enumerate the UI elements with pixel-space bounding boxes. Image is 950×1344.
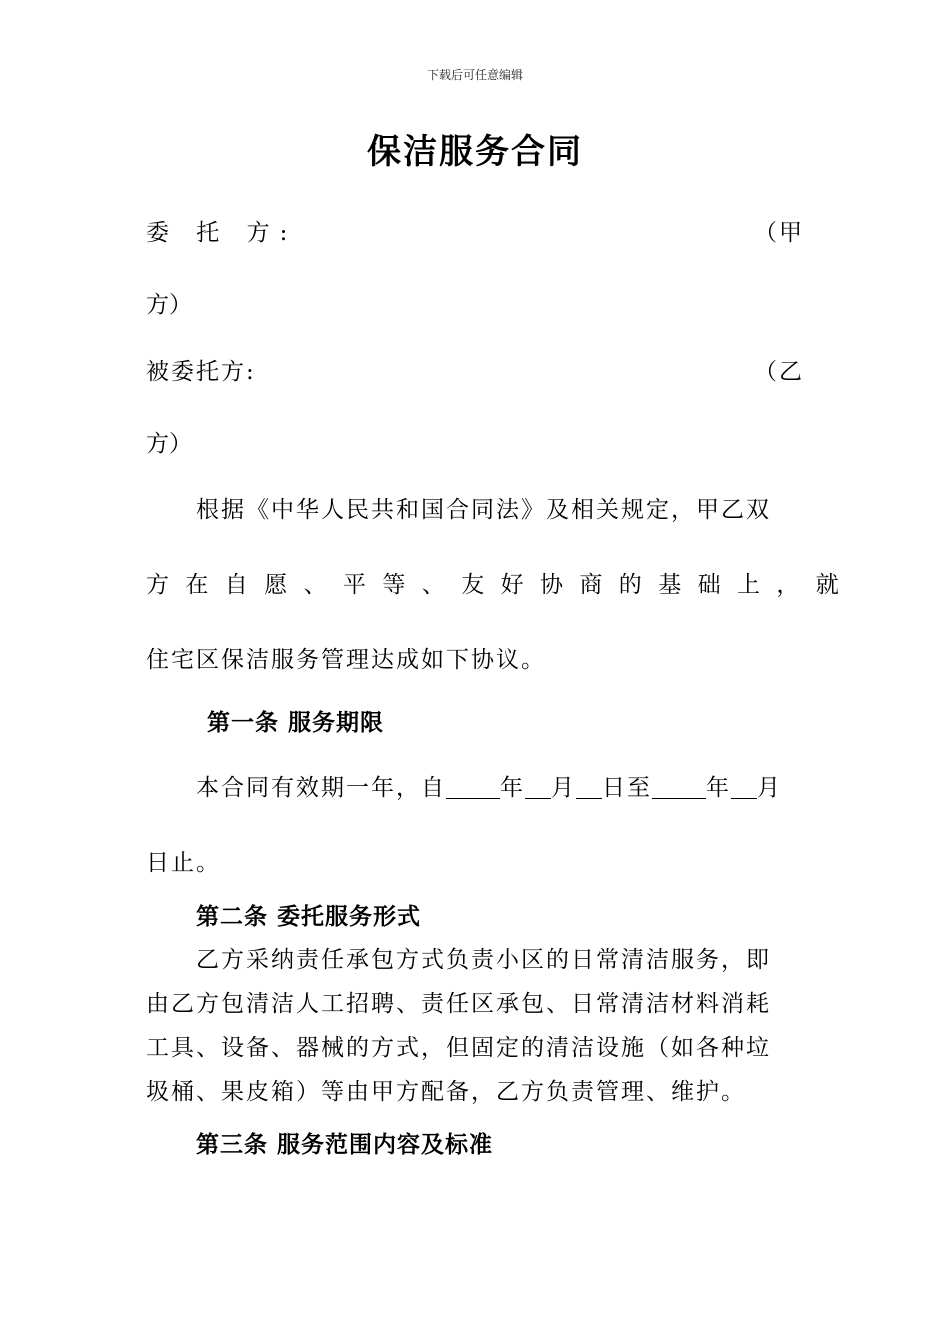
article-3-heading: 第三条 服务范围内容及标准 <box>196 1131 494 1158</box>
party-a-suffix-1: （甲 <box>754 220 804 246</box>
article-2-line-4: 圾桶、果皮箱）等由甲方配备，乙方负责管理、维护。 <box>146 1079 746 1105</box>
document-title: 保洁服务合同 <box>367 132 583 172</box>
article-1-line-2: 日止。 <box>146 850 221 876</box>
intro-line-3: 住宅区保洁服务管理达成如下协议。 <box>146 647 546 673</box>
day-blank[interactable] <box>576 774 602 799</box>
article-2-line-2: 由乙方包清洁人工招聘、责任区承包、日常清洁材料消耗 <box>146 991 771 1017</box>
party-b-label: 被委托方: <box>146 359 256 385</box>
party-a-suffix-2: 方） <box>146 292 192 318</box>
intro-line-1: 根据《中华人民共和国合同法》及相关规定，甲乙双 <box>196 497 771 523</box>
article-1-text <box>146 773 804 803</box>
party-b-line <box>146 357 804 387</box>
page-header: 下载后可任意编辑 <box>426 68 523 82</box>
year-blank[interactable] <box>652 774 706 799</box>
month-blank[interactable] <box>731 774 757 799</box>
article-1-text-part: 月 <box>551 775 576 801</box>
article-1-text-part: 年 <box>500 775 525 801</box>
year-blank[interactable] <box>446 774 500 799</box>
article-1-text-part: 月 <box>757 775 782 801</box>
party-a-label: 委 托 方: <box>146 220 298 246</box>
intro-line-2: 方在自愿、平等、友好协商的基础上，就 <box>146 572 856 598</box>
article-1-heading: 第一条 服务期限 <box>207 709 385 736</box>
month-blank[interactable] <box>525 774 551 799</box>
article-2-line-1: 乙方采纳责任承包方式负责小区的日常清洁服务，即 <box>196 947 771 973</box>
article-1-text-part: 日至 <box>602 775 652 801</box>
party-b-suffix-1: （乙 <box>754 359 804 385</box>
party-a-line <box>146 218 804 248</box>
article-2-heading: 第二条 委托服务形式 <box>196 903 422 930</box>
article-1-text-part: 年 <box>706 775 731 801</box>
article-2-line-3: 工具、设备、器械的方式，但固定的清洁设施（如各种垃 <box>146 1035 771 1061</box>
party-b-suffix-2: 方） <box>146 431 192 457</box>
article-1-text-part: 本合同有效期一年，自 <box>196 775 446 801</box>
